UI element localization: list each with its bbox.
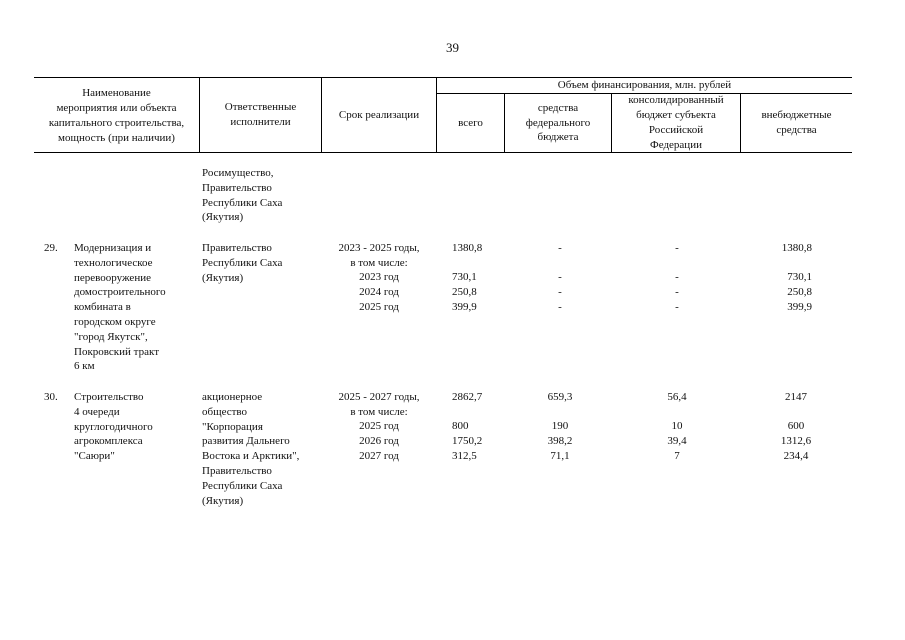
header-executors: Ответственные исполнители	[224, 101, 297, 128]
row-29-term: 2023 - 2025 годы, в том числе:	[338, 242, 420, 269]
row-30-years: 2025 год 2026 год 2027 год	[359, 420, 399, 462]
row-30-extra: 2147	[785, 391, 807, 403]
header-bottom-rule	[34, 152, 852, 153]
row-29-number: 29.	[44, 242, 58, 254]
row-30-term: 2025 - 2027 годы, в том числе:	[338, 391, 420, 418]
row-30-executors: акционерное общество "Корпорация развития Дальнего Востока и Арктики", Правительство Республики Саха (Якутия)	[202, 391, 300, 507]
header-extrabudget: внебюджетные средства	[761, 109, 832, 136]
row-29-total: 1380,8	[452, 242, 483, 254]
row-30-number: 30.	[44, 391, 58, 403]
row-29-executors: Правительство Республики Саха (Якутия)	[202, 242, 283, 284]
row-29-extra: 1380,8	[781, 242, 812, 254]
row-30-federal: 659,3	[547, 391, 573, 403]
header-financing: Объем финансирования, млн. рублей	[557, 79, 732, 92]
row-29-federal-years: - - -	[558, 271, 562, 313]
row-30-regional-years: 10 39,4 7	[667, 420, 687, 462]
header-term: Срок реализации	[338, 108, 420, 121]
row-29-regional-years: - - -	[675, 271, 679, 313]
row-29-name: Модернизация и технологическое перевооружение домостроительного комбината в городском округе "город Якутск", Покровский тракт 6 км	[74, 242, 166, 373]
row-30-total-years: 800 1750,2 312,5	[452, 420, 483, 462]
header-federal: средства федерального бюджета	[525, 101, 591, 144]
row-29-extra-years: 730,1 250,8 399,9	[787, 271, 812, 313]
page-number: 39	[446, 40, 459, 55]
row-30-extra-years: 600 1312,6 234,4	[780, 420, 812, 462]
header-total: всего	[458, 116, 483, 129]
header-name: Наименование мероприятия или объекта капитального строительства, мощность (при наличии)	[48, 87, 185, 144]
row-29-federal: -	[558, 242, 562, 254]
header-regional: консолидированный бюджет субъекта Российской Федерации	[628, 94, 724, 151]
row-29-years: 2023 год 2024 год 2025 год	[359, 271, 399, 313]
row-30-federal-years: 190 398,2 71,1	[547, 420, 573, 462]
row-30-name: Строительство 4 очереди круглогодичного агрокомплекса "Саюри"	[74, 391, 153, 463]
continuation-executors: Росимущество, Правительство Республики Саха (Якутия)	[202, 167, 283, 224]
row-30-regional: 56,4	[667, 391, 687, 403]
row-30-total: 2862,7	[452, 391, 483, 403]
row-29-total-years: 730,1 250,8 399,9	[452, 271, 477, 313]
row-29-regional: -	[675, 242, 679, 254]
